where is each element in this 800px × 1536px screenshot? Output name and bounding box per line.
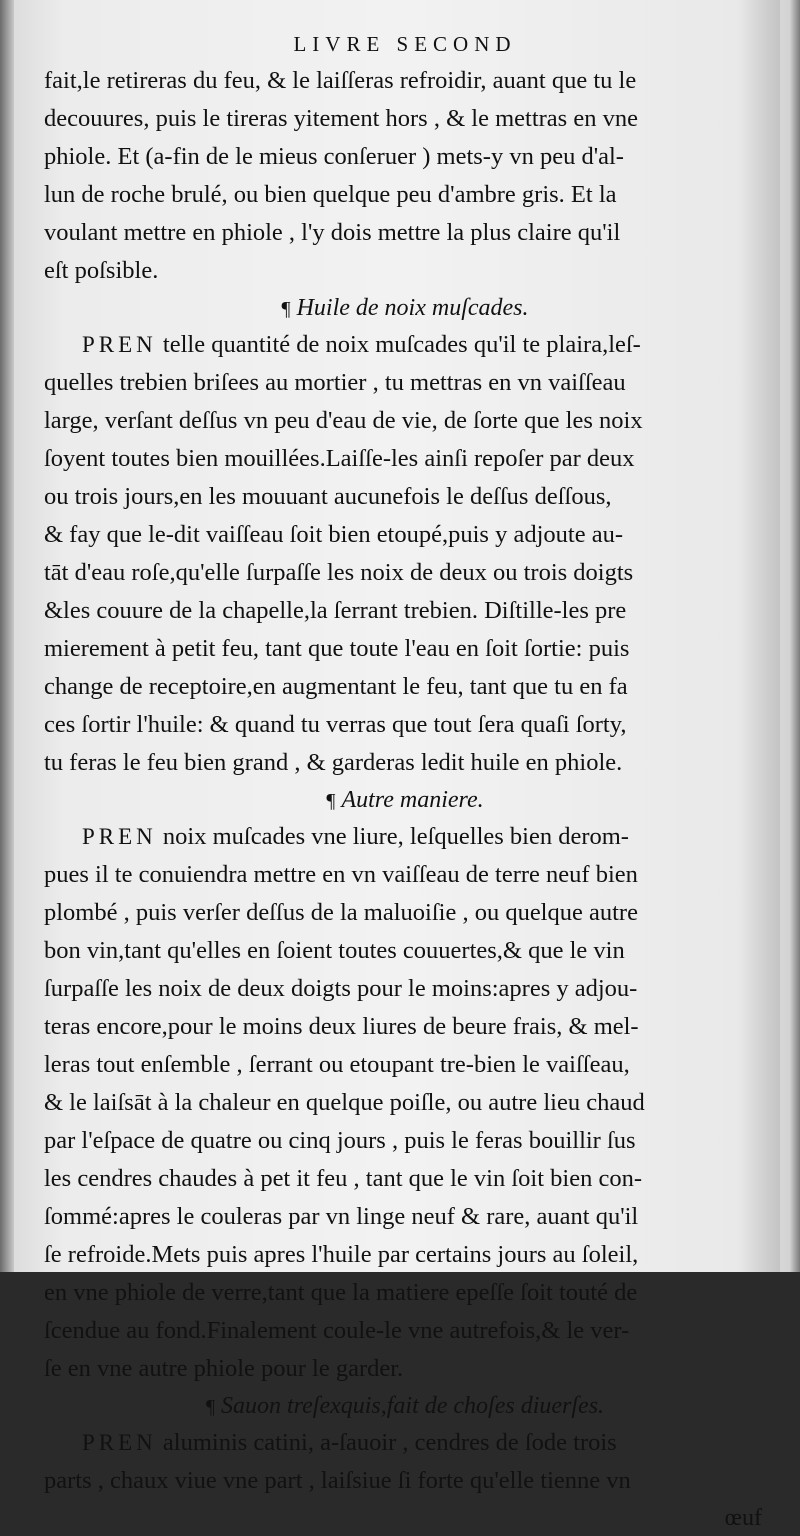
page-outer-edge [790,0,800,1272]
text-line [44,326,766,364]
section-heading-text: Autre maniere. [341,787,484,813]
text-line: ſurpaſſe les noix de deux doigts pour le moins:apres y adjou- [44,975,638,1002]
text-line: & fay que le-dit vaiſſeau ſoit bien etoupé,puis y adjoute au- [44,521,623,548]
text-line: les cendres chaudes à pet it feu , tant que le vin ſoit bien con- [44,1165,643,1192]
text-line: en vne phiole de verre,tant que la matiere epeſſe ſoit touté de [44,1279,638,1306]
text-line: ces ſortir l'huile: & quand tu verras que tout ſera quaſi ſorty, [44,711,627,738]
text-line: phiole. Et (a-fin de le mieus conſeruer ) mets-y vn peu d'al- [44,143,624,170]
lead-word: PREN [82,1430,157,1455]
pilcrow-icon: ¶ [205,1396,215,1418]
page-gutter-shadow [0,0,14,1272]
text-line: quelles trebien briſees au mortier , tu mettras en vn vaiſſeau [44,369,626,396]
text-line: leras tout enſemble , ſerrant ou etoupant tre-bien le vaiſſeau, [44,1051,630,1078]
text-line: decouures, puis le tireras yitement hors , & le mettras en vne [44,105,638,132]
text-line-rest: noix muſcades vne liure, leſquelles bien derom- [162,823,629,850]
text-line: tu feras le feu bien grand , & garderas ledit huile en phiole. [44,749,623,776]
text-line: lun de roche brulé, ou bien quelque peu d'ambre gris. Et la [44,181,617,208]
text-line: fait,le retireras du feu, & le laiſſeras refroidir, auant que tu le [44,67,637,94]
text-line: ſoyent toutes bien mouillées.Laiſſe-les ainſi repoſer par deux [44,445,635,472]
text-line: plombé , puis verſer deſſus de la maluoiſie , ou quelque autre [44,899,638,926]
text-line: pues il te conuiendra mettre en vn vaiſſeau de terre neuf bien [44,861,638,888]
text-line [44,1424,766,1462]
text-line [44,818,766,856]
text-line: teras encore,pour le moins deux liures de beure frais, & mel- [44,1013,639,1040]
pilcrow-icon: ¶ [326,790,336,812]
text-line: parts , chaux viue vne part , laiſsiue ſi forte qu'elle tienne vn [44,1467,631,1494]
section-heading [44,290,766,326]
text-line: ou trois jours,en les mouuant aucunefois le deſſus deſſous, [44,483,612,510]
text-line: ſe en vne autre phiole pour le garder. [44,1355,404,1382]
lead-word: PREN [82,824,157,849]
text-line: bon vin,tant qu'elles en ſoient toutes couuertes,& que le vin [44,937,625,964]
text-line: par l'eſpace de quatre ou cinq jours , puis le feras bouillir ſus [44,1127,636,1154]
text-line: voulant mettre en phiole , l'y dois mettre la plus claire qu'il [44,219,621,246]
section-heading [44,1388,766,1424]
section-huile-de-noix-muscades [44,290,766,782]
section-autre-maniere [44,782,766,1388]
text-line: mierement à petit feu, tant que toute l'eau en ſoit ſortie: puis [44,635,630,662]
section-heading [44,782,766,818]
text-line: large, verſant deſſus vn peu d'eau de vie, de ſorte que les noix [44,407,643,434]
section-sauon-tresexquis [44,1388,766,1500]
text-line: & le laiſsāt à la chaleur en quelque poiſle, ou autre lieu chaud [44,1089,645,1116]
running-head: LIVRE SECOND [293,32,517,56]
section-heading-text: Huile de noix muſcades. [296,295,529,321]
text-line-rest: telle quantité de noix muſcades qu'il te plaira,leſ- [162,331,641,358]
page-text-block [44,26,766,1536]
pilcrow-icon: ¶ [281,298,291,320]
text-line: ſcendue au fond.Finalement coule-le vne autrefois,& le ver- [44,1317,630,1344]
lead-word: PREN [82,332,157,357]
catchword: œuf [724,1505,762,1531]
text-line: ſe refroide.Mets puis apres l'huile par certains jours au ſoleil, [44,1241,639,1268]
text-line: change de receptoire,en augmentant le feu, tant que tu en fa [44,673,628,700]
text-line: &les couure de la chapelle,la ſerrant trebien. Diſtille-les pre [44,597,627,624]
section-heading-text: Sauon treſexquis,fait de choſes diuerſes. [221,1393,605,1419]
text-line: tāt d'eau roſe,qu'elle ſurpaſſe les noix de deux ou trois doigts [44,559,634,586]
opening-paragraph [44,62,766,290]
text-line-rest: aluminis catini, a-ſauoir , cendres de ſode trois [162,1429,617,1456]
text-line: eſt poſsible. [44,257,159,284]
text-line: ſommé:apres le couleras par vn linge neuf & rare, auant qu'il [44,1203,639,1230]
